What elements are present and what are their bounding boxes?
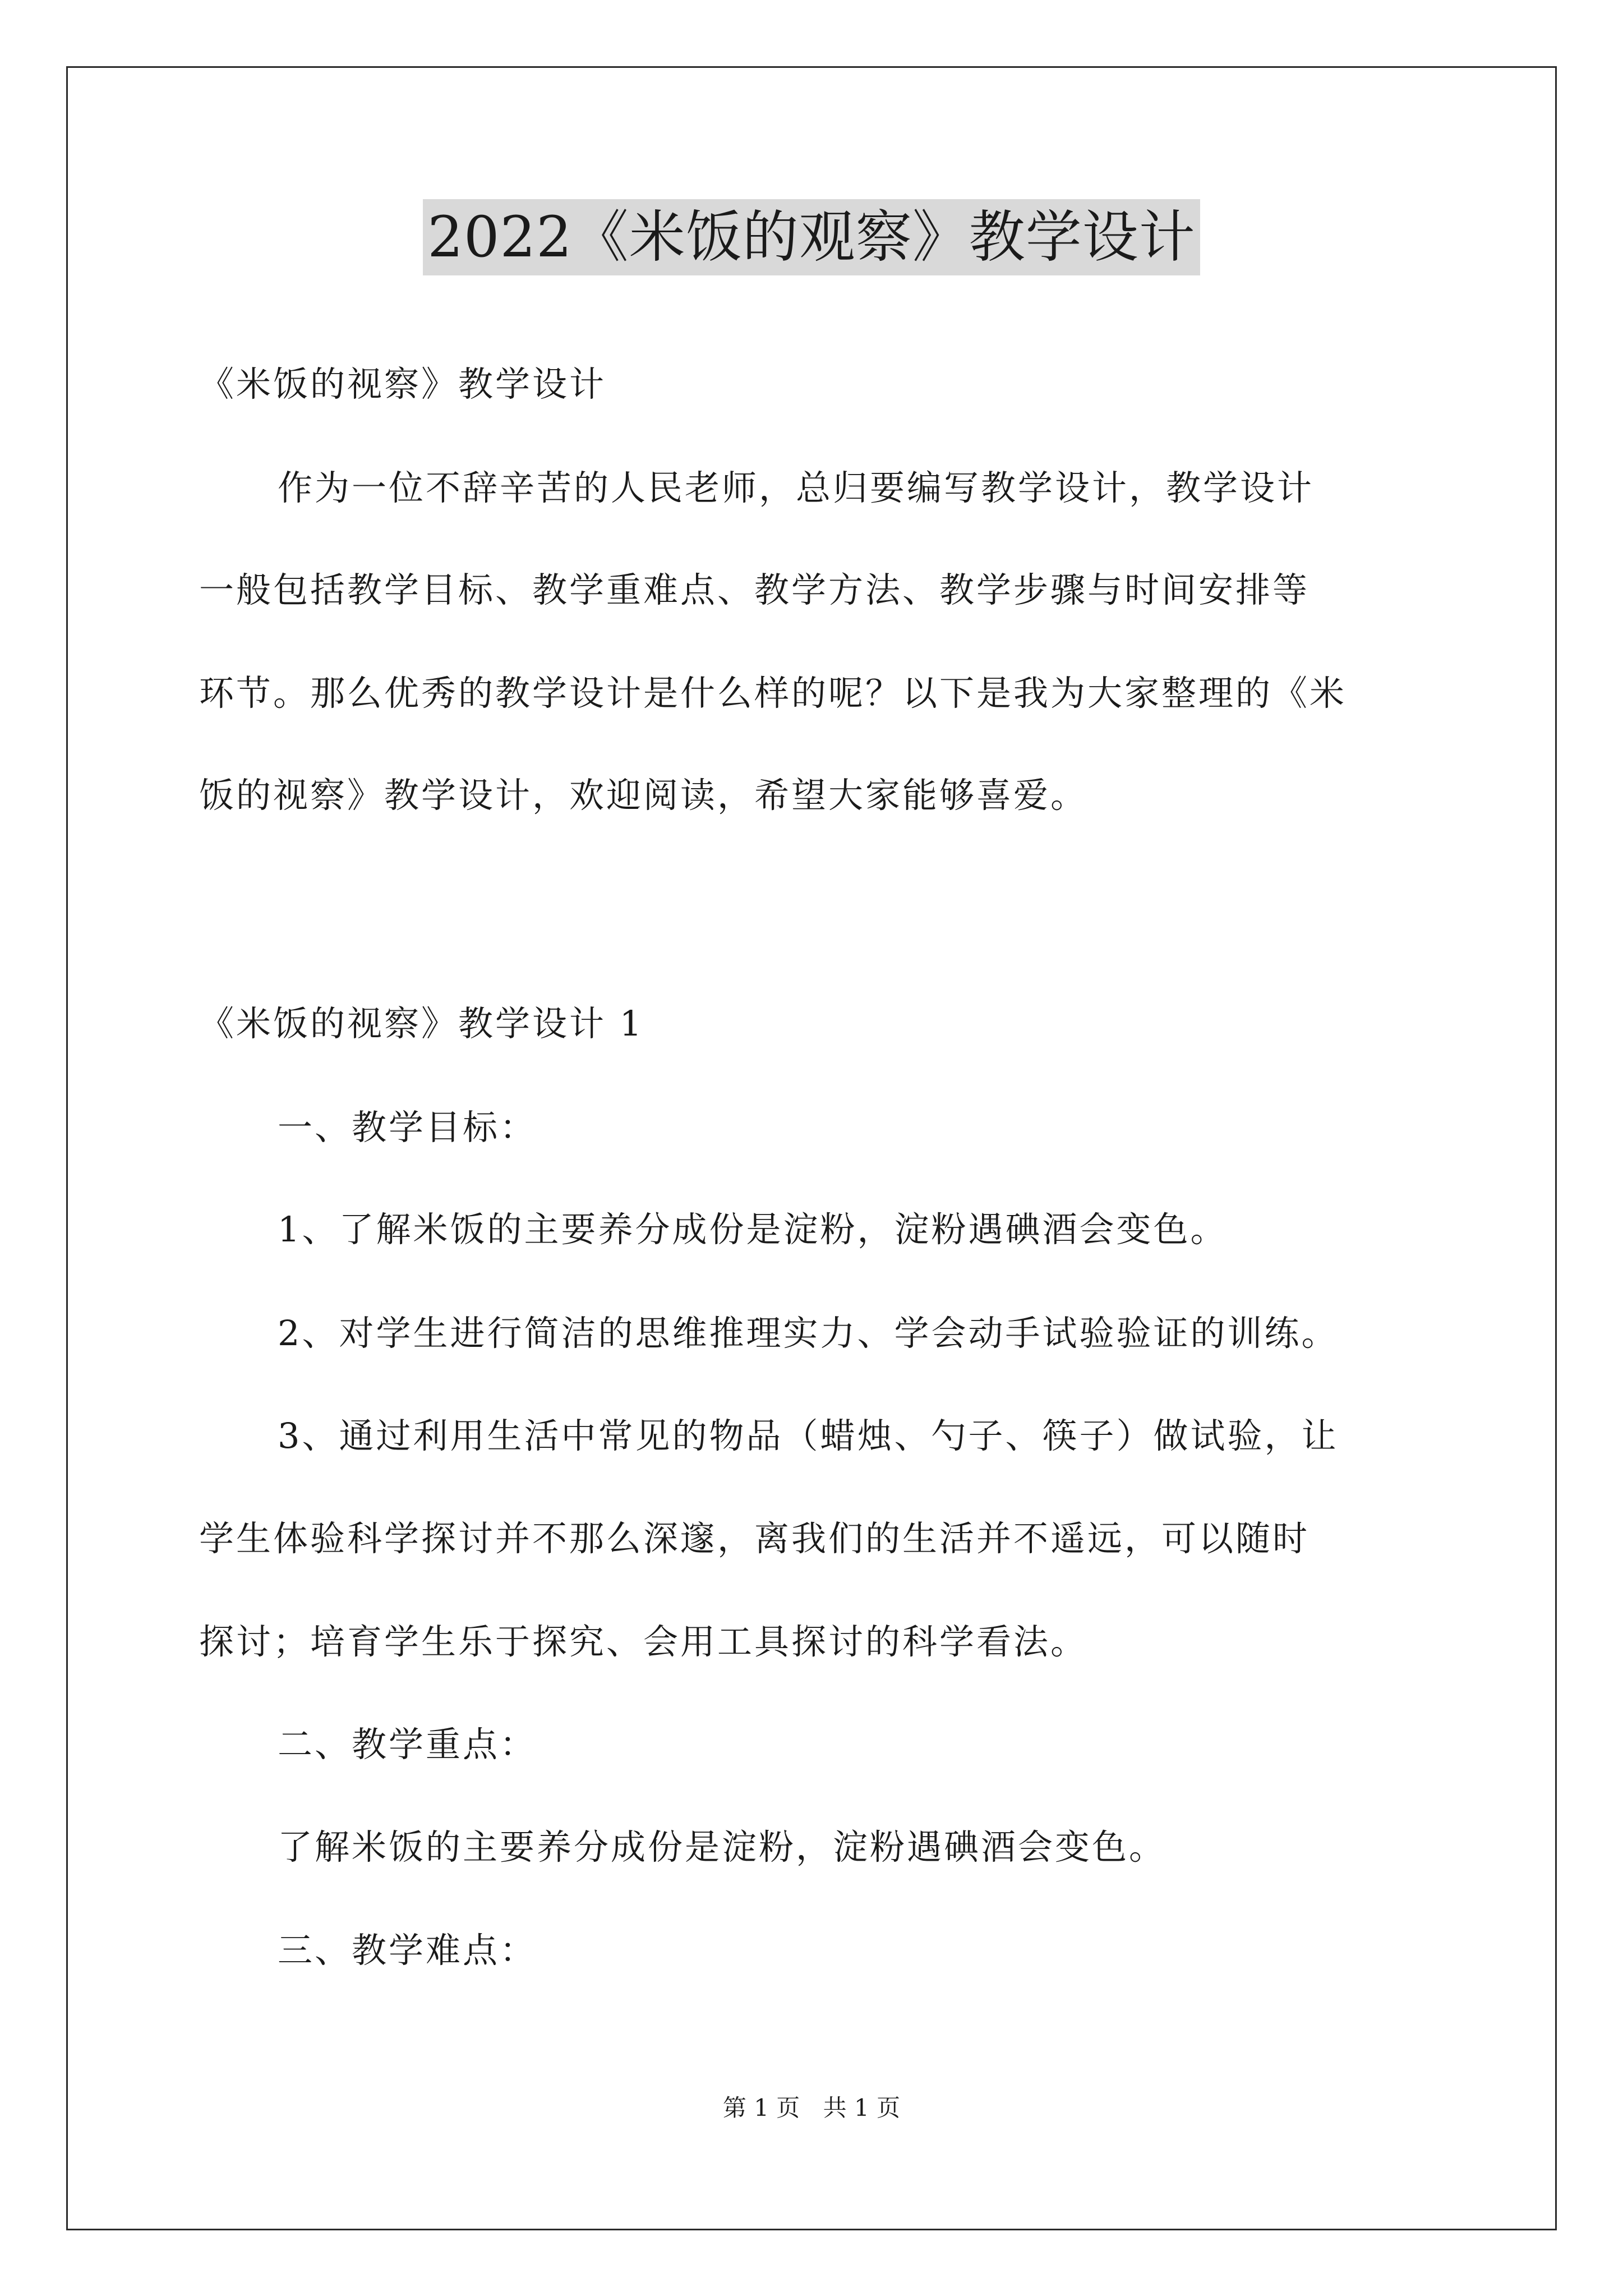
- key-points-heading: 二、教学重点：: [278, 1724, 537, 1765]
- document-title-text: 2022《米饭的观察》教学设计: [423, 199, 1200, 275]
- section-heading: 《米饭的视察》教学设计 1: [199, 1003, 644, 1044]
- document-title: [0, 199, 1623, 275]
- intro-line-3: 环节。那么优秀的教学设计是什么样的呢？以下是我为大家整理的《米: [199, 673, 1347, 714]
- goal-3-line-1: 3、通过利用生活中常见的物品（蜡烛、勺子、筷子）做试验，让: [278, 1415, 1339, 1456]
- key-points-text: 了解米饭的主要养分成份是淀粉，淀粉遇碘酒会变色。: [278, 1826, 1166, 1867]
- page-total: 共 1 页: [823, 2094, 901, 2122]
- subtitle: 《米饭的视察》教学设计: [199, 364, 607, 404]
- goal-2: 2、对学生进行简洁的思维推理实力、学会动手试验验证的训练。: [278, 1313, 1339, 1354]
- page-number: 第 1 页: [722, 2094, 800, 2122]
- goal-3-line-3: 探讨；培育学生乐于探究、会用工具探讨的科学看法。: [199, 1621, 1088, 1662]
- intro-line-2: 一般包括教学目标、教学重难点、教学方法、教学步骤与时间安排等: [199, 569, 1310, 610]
- goal-3-line-2: 学生体验科学探讨并不那么深邃，离我们的生活并不遥远，可以随时: [199, 1518, 1310, 1559]
- intro-line-4: 饭的视察》教学设计，欢迎阅读，希望大家能够喜爱。: [199, 775, 1088, 816]
- intro-line-1: 作为一位不辞辛苦的人民老师，总归要编写教学设计，教学设计: [278, 467, 1315, 508]
- page-footer: [0, 2092, 1623, 2124]
- difficulty-heading: 三、教学难点：: [278, 1930, 537, 1971]
- goals-heading: 一、教学目标：: [278, 1107, 537, 1148]
- goal-1: 1、了解米饭的主要养分成份是淀粉，淀粉遇碘酒会变色。: [278, 1209, 1228, 1250]
